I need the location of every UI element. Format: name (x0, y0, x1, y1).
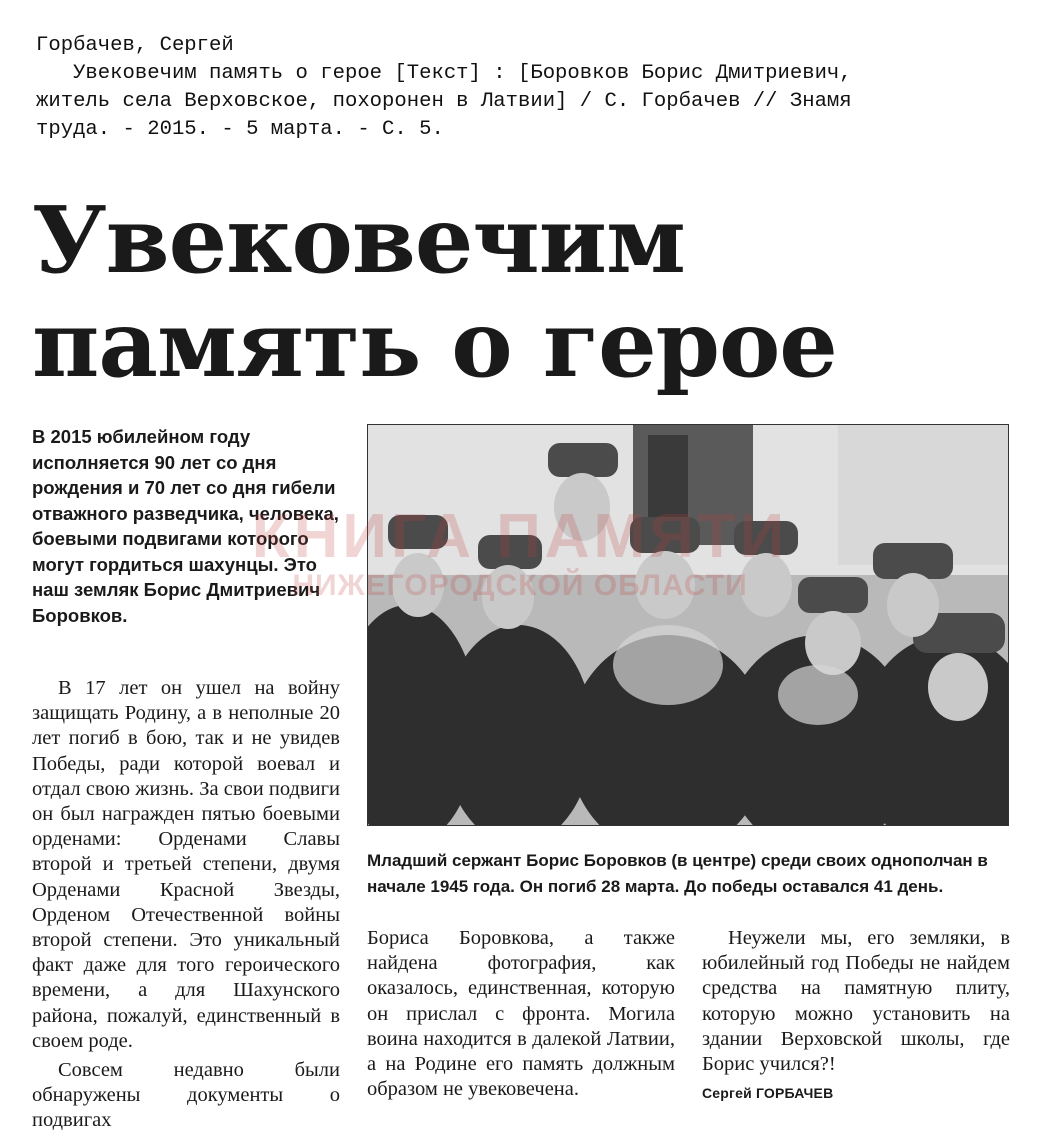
group-photo-illustration (368, 425, 1009, 826)
article-paragraph: Бориса Боровкова, а также найдена фотография, как оказалось, единственная, которую он прислал с фронта. Могила воина находится в далекой Латвии, а на Родине его память должным образом не увековечена. (367, 927, 675, 1101)
article-author: Сергей ГОРБАЧЕВ (702, 1085, 834, 1101)
article-column-1 (32, 676, 340, 1134)
photo-caption: Младший сержант Борис Боровков (в центре) среди своих однополчан в начале 1945 года. Он погиб 28 марта. До победы оставался 41 день. (367, 851, 988, 896)
soldiers-group-photo (367, 424, 1009, 826)
article-paragraph: Совсем недавно были обнаружены документы о подвигах (32, 1059, 340, 1132)
article-column-3 (702, 926, 1010, 1077)
bibliographic-record: Горбачев, Сергей Увековечим память о герое [Текст] : [Боровков Борис Дмитриевич, житель села Верховское, похоронен в Латвии] / С. Горбачев // Знамя труда. - 2015. - 5 марта. - С. 5. (36, 34, 852, 141)
article-lead: В 2015 юбилейном году исполняется 90 лет со дня рождения и 70 лет со дня гибели отважного разведчика, человека, боевыми подвигами которого могут гордиться шахунцы. Это наш земляк Борис Дмитриевич Боровков. (32, 426, 339, 626)
watermark-line-1: КНИГА ПАМЯТИ (251, 502, 789, 571)
article-headline: Увековечим память о герое (32, 186, 837, 398)
article-column-2 (367, 926, 675, 1102)
article-paragraph: В 17 лет он ушел на войну защищать Родину, а в неполные 20 лет погиб в бою, так и не увидев Победы, ради которой воевал и отдал свою жизнь. За свои подвиги он был награжден пятью боевыми орденами: Орденами Славы второй и третьей степени, двумя Орденами Красной Звезды, Орденом Отечественной войны второй степени. Это уникальный факт даже для того героического времени, а для Шахунского района, пожалуй, единственный в своем роде. (32, 677, 340, 1052)
watermark-line-2: НИЖЕГОРОДСКОЙ ОБЛАСТИ (292, 569, 748, 602)
article-paragraph: Неужели мы, его земляки, в юбилейный год Победы не найдем средства на памятную плиту, которую можно установить на здании Верховской школы, где Борис учился?! (702, 927, 1010, 1076)
